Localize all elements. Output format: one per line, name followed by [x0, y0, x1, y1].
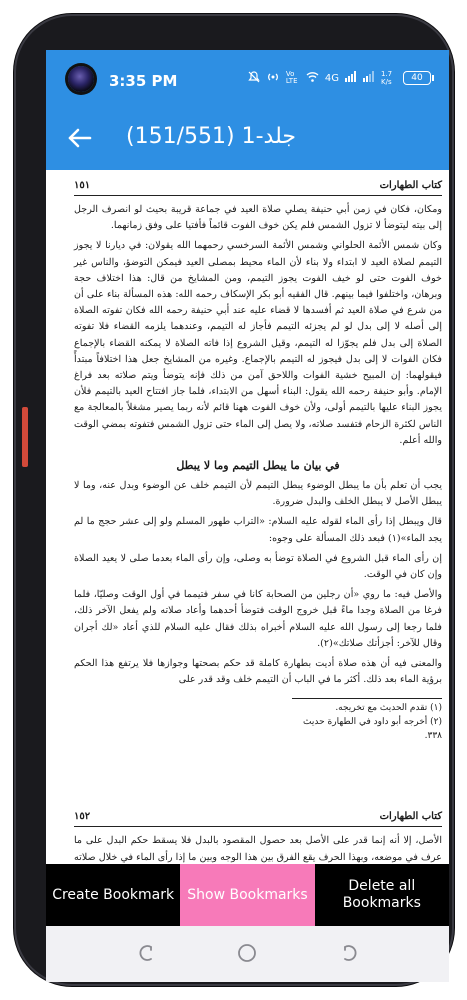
- recent-apps-icon: [132, 938, 162, 968]
- show-bookmarks-button[interactable]: Show Bookmarks: [180, 864, 314, 926]
- status-time: 3:35 PM: [109, 72, 178, 90]
- status-icons: [248, 70, 431, 86]
- network-label: 4G: [324, 72, 339, 84]
- hotspot-icon: [266, 71, 280, 86]
- delete-bookmarks-button[interactable]: Delete all Bookmarks: [315, 864, 449, 926]
- back-nav-button[interactable]: [334, 938, 364, 968]
- system-nav-bar: [46, 926, 449, 982]
- book-viewer[interactable]: [46, 170, 449, 864]
- paragraph: والمعنى فيه أن هذه صلاة أديت بطهارة كاملة قد حكم بصحتها وجوازها فلا يرتفع هذا الحكم برؤية الماء بعد ذلك. أكثر ما في الباب أن التيمم خلف وقد قدر على: [74, 658, 442, 686]
- page-header: [74, 811, 442, 827]
- footnotes: [292, 698, 442, 743]
- paragraph: والأصل فيه: ما روي «أن رجلين من الصحابة كانا في سفر فتيمما في أول الوقت وصليّا، فلما فرغا من الصلاة وجدا ماءً قبل خروج الوقت فتوضأ أحدهما وأعاد صلاته ولم يفعل الآخر ذلك، فلما رجعا إلى رسول الله عليه السلام أخبراه بذلك فقال عليه السلام للذي أعاد «لك أجران وقال للآخر: أجزأتك صلاتك»(٢).: [74, 589, 442, 649]
- page-header: [74, 180, 442, 196]
- footnote: (٢) أخرجه أبو داود في الطهارة حديث ٣٣٨.: [303, 717, 442, 742]
- create-bookmark-button[interactable]: Create Bookmark: [46, 864, 180, 926]
- section-title: في بيان ما يبطل التيمم وما لا يبطل: [176, 459, 340, 473]
- chapter-heading: كتاب الطهارات: [379, 811, 442, 823]
- side-button-left: [22, 407, 28, 467]
- back-nav-icon: [334, 938, 364, 968]
- status-bar: [46, 50, 449, 106]
- net-speed: 1.7 K/s: [381, 70, 393, 86]
- signal-icon-2: [363, 71, 375, 85]
- paragraph: وكان شمس الأئمة الحلواني وشمس الأئمة السرخسي رحمهما الله يقولان: في ديارنا لا يجوز التيمم لصلاة العيد لا ابتداء ولا بناء لأن الماء محيط بمصلى العيد فيمكن التوضؤ، والناس غير خوف الفوت حتى لو خيف الفوت يجوز التيمم، ومن المشايخ من قال: هذا اختلاف حجة وبرهان، واختلفوا فيما بينهم. قال الفقيه أبو بكر الإسكاف رحمه الله: هذه المسألة بناء على أن من شرع في صلاة العيد ثم أفسدها لا قضاء عليه عند أبي حنيفة رحمه الله فكان تفوته الصلاة إلى أصله لا إلى بدل لو لم يجزئه التيمم فأجاز له التيمم، وعندهما يلزمه القضاء فلا تفوته الصلاة إلى بدل فلم يجوّزا له التيمم، وقيل الشروع إذا فاته الصلاة لا يمكنه القضاء بالإجماع فكان الفوات لا إلى بدل فيجوز له التيمم بالإجماع. وغيره من المشايخ جعل هذا اختلافاً مبتدأً فيقولهما: إن المبيح خشية الفوات واللاحق آمن من ذلك فإنه يتوضأ ويتم صلاته بعد فراغ الإمام. وأبو حنيفة رحمه الله يقول: البناء أسهل من الابتداء، فلما جاز افتتاح العيد بالتيمم فلأن يجوز البناء عليها بالتيمم أولى، ولأن خوف الفوت ههنا قائم لأنه ربما يصير مشغلاً بالمعالجة مع الناس لكثرة الزحام فتفسد صلاته، ولا يصل إلى الماء حتى تزول الشمس فتفوته بمضي الوقت والله أعلم.: [74, 240, 442, 446]
- page-gap: [74, 743, 442, 811]
- screen: [46, 50, 449, 982]
- paragraph: قال ويبطل إذا رأى الماء لقوله عليه السلام: «التراب طهور المسلم ولو إلى عشر حجج ما لم يجد الماء»(١) فبعد ذلك المسألة على وجوه:: [74, 516, 442, 544]
- wifi-icon: [306, 71, 319, 86]
- recent-apps-button[interactable]: [132, 938, 162, 968]
- chapter-heading: كتاب الطهارات: [379, 180, 442, 191]
- front-camera: [68, 66, 94, 92]
- page-number: ١٥٢: [74, 811, 91, 823]
- page-title: جلد-1 (151/551): [126, 124, 296, 149]
- paragraph: ومكان، فكان في زمن أبي حنيفة يصلي صلاة العيد في جماعة قريبة بحيث لو انصرف الرجل إلى بيته ليتوضأ لا تزول الشمس فلم يكن خوف الفوت قائماً فأفتيا على وفق زمانهما.: [74, 204, 442, 232]
- back-button[interactable]: [62, 120, 98, 156]
- home-button[interactable]: [232, 938, 262, 968]
- volte-label: Vo LTE: [285, 70, 298, 85]
- battery-icon: 40: [403, 71, 431, 85]
- bookmark-actions: [46, 864, 449, 926]
- phone-frame: [14, 14, 454, 986]
- page-number: ١٥١: [74, 180, 91, 191]
- arrow-left-icon: [62, 120, 98, 156]
- footnote: (١) تقدم الحديث مع تخريجه.: [335, 703, 442, 714]
- paragraph: الأصل، إلا أنه إنما قدر على الأصل بعد حصول المقصود بالبدل فلا يسقط حكم البدل على ما عرف في موضعه، وبهذا الحرف يقع الفرق بين هذا الوجه وبين ما إذا رأى الماء في خلال صلاته: [74, 835, 442, 863]
- paragraph: يجب أن تعلم بأن ما يبطل الوضوء يبطل التيمم لأن التيمم خلف عن الوضوء وبدل عنه، وما لا يبطل الأصل لا يبطل الخلف والبدل ضرورة.: [74, 480, 442, 508]
- paragraph: إن رأى الماء قبل الشروع في الصلاة توضأ به وصلى، وإن رأى الماء بعدما صلى لا يعيد الصلاة وإن كان في الوقت.: [74, 552, 442, 581]
- signal-icon: [345, 71, 357, 85]
- app-bar: [46, 106, 449, 170]
- book-page-content: [74, 180, 442, 886]
- home-icon: [232, 938, 262, 968]
- mute-icon: [248, 71, 260, 86]
